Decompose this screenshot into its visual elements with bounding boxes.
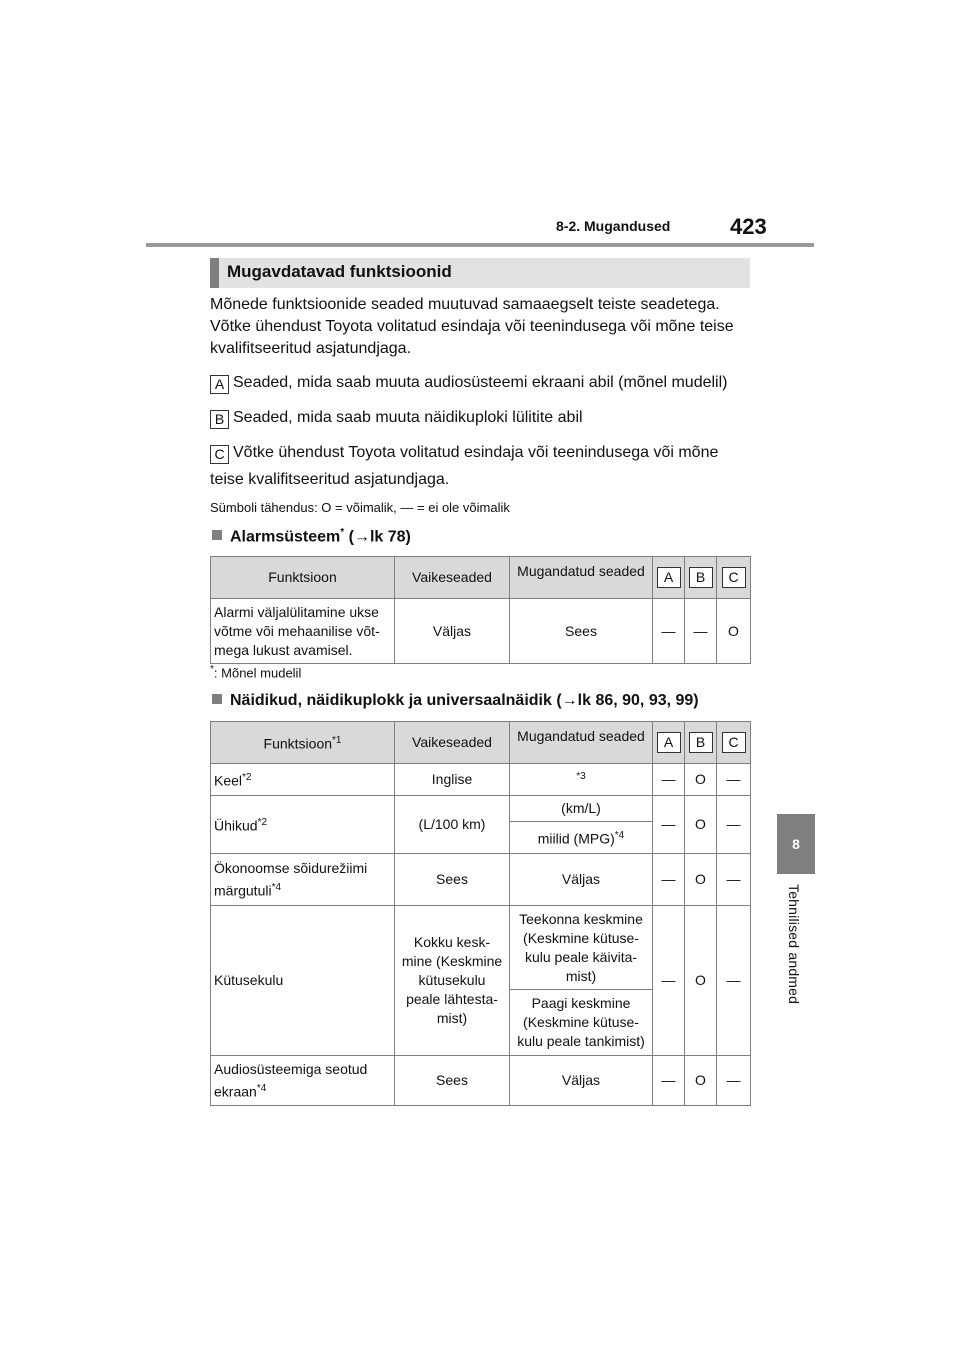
cell-line: kulu peale tankimist) [517,1033,645,1049]
keel-custom [510,764,653,796]
intro-line: kvalifitseeritud asjatundjaga. [210,340,412,357]
kutusekulu-custom1 [510,906,653,990]
chapter-label: Tehnilised andmed [786,884,802,1005]
table-row [211,599,751,664]
cell-line: mega lukust avamisel. [214,641,353,658]
cell-line: mist) [436,1010,468,1026]
legend-a [210,372,770,394]
legend-c-continued: teise kvalifitseeritud asjatundjaga. [210,471,450,488]
table-row [211,906,751,990]
audio-default: Sees [395,1056,510,1106]
uhikud-custom1: (km/L) [510,796,653,822]
okonoomse-c: — [717,854,751,906]
section-title: Mugavdatavad funktsioonid [210,258,750,288]
audio-a: — [653,1056,685,1106]
table-header-row [211,722,751,764]
uhikud-function [211,796,395,854]
cell-line: kulu peale käivita- [524,948,638,965]
legend-b-text: Seaded, mida saab muuta näidikuploki lülitite abil [233,409,583,426]
keel-c: — [717,764,751,796]
alarm-c: O [717,599,751,664]
cell-sup: *2 [242,772,252,784]
alarm-a: — [653,599,685,664]
cell-line: kütusekulu [418,972,486,988]
cell-line [214,1079,392,1102]
okonoomse-default: Sees [395,854,510,906]
symbol-note: Sümboli tähendus: O = võimalik, — = ei ole võimalik [210,500,510,515]
okonoomse-b: O [685,854,717,906]
page-number: 423 [730,214,767,239]
alarm-footnote [210,664,301,680]
okonoomse-custom: Väljas [510,854,653,906]
alarm-function [211,599,395,664]
table-header-row [211,557,751,599]
cell-line: Teekonna keskmine [519,910,643,927]
okonoomse-function [211,854,395,906]
table-row [211,854,751,906]
audio-function [211,1056,395,1106]
audio-c: — [717,1056,751,1106]
kutusekulu-default [395,906,510,1056]
header-default: Vaikeseaded [395,557,510,599]
uhikud-b: O [685,796,717,854]
alarm-title-sup: * [340,527,345,538]
uhikud-custom2 [510,822,653,854]
cell-line: (Keskmine kütuse- [523,929,639,946]
cell-text: miilid (MPG) [537,830,615,847]
header-a-box: A [657,567,681,588]
cell-sup: *4 [256,1082,267,1094]
gauges-table [210,721,751,1106]
table-row [211,796,751,822]
cell-line: mine (Keskmine [401,953,503,969]
header-function [211,722,395,764]
kutusekulu-c: — [717,906,751,1056]
cell-text: ekraan [214,1083,257,1100]
header-function: Funktsioon [211,557,395,599]
header-custom: Mugandatud seaded [510,557,653,599]
header-function-label: Funktsioon [263,735,333,752]
cell-sup: *4 [271,881,282,893]
gauges-title: Näidikud, näidikuplokk ja universaalnäidik (→lk 86, 90, 93, 99) [230,692,699,709]
legend-a-box: A [210,375,229,394]
uhikud-a: — [653,796,685,854]
legend-c-box: C [210,445,229,464]
cell-sup: *2 [257,817,268,829]
kutusekulu-function: Kütusekulu [211,906,395,1056]
cell-line: Audiosüsteemiga seotud [214,1060,368,1077]
header-default: Vaikeseaded [395,722,510,764]
cell-text: Keel [214,772,243,789]
alarm-custom: Sees [510,599,653,664]
cell-line: (Keskmine kütuse- [523,1014,639,1030]
header-c-box: C [722,567,746,588]
cell-line: Ökonoomse sõidurežiimi [214,859,368,876]
alarm-b: — [685,599,717,664]
keel-b: O [685,764,717,796]
bullet-square-icon [212,530,222,540]
audio-b: O [685,1056,717,1106]
header-c-box: C [722,732,746,753]
cell-text: märgutuli [214,882,272,899]
keel-default: Inglise [395,764,510,796]
keel-a: — [653,764,685,796]
alarm-title: Alarmsüsteem [230,528,341,546]
footnote-text: : Mõnel mudelil [213,665,302,681]
table-row [211,1056,751,1106]
intro-line: Mõnede funktsioonide seaded muutuvad samaaegselt teiste seadetega. [210,296,720,313]
alarm-heading [212,527,411,546]
chapter-tab: 8 [777,814,815,874]
kutusekulu-b: O [685,906,717,1056]
cell-line: mist) [565,967,597,984]
header-b-box: B [689,567,713,588]
cell-line: Alarmi väljalülitamine ukse [214,603,379,620]
header-b-box: B [689,732,713,753]
legend-a-text: Seaded, mida saab muuta audiosüsteemi ekraani abil (mõnel mudelil) [233,374,728,391]
legend-c [210,442,770,464]
section-breadcrumb: 8-2. Mugandused [556,218,671,234]
header-function-sup: *1 [332,735,342,747]
cell-text: Ühikud [214,817,258,834]
legend-b-box: B [210,410,229,429]
header-divider [146,243,814,247]
audio-custom: Väljas [510,1056,653,1106]
uhikud-c: — [717,796,751,854]
bullet-square-icon [212,694,222,704]
intro-line: Võtke ühendust Toyota volitatud esindaja või teenindusega või mõne teise [210,318,734,335]
header-custom: Mugandatud seaded [510,722,653,764]
header-a-box: A [657,732,681,753]
intro-paragraph [210,294,770,360]
gauges-heading [212,692,699,710]
table-row [211,764,751,796]
cell-sup: *4 [614,830,625,842]
footnote-mark: * [210,664,214,675]
uhikud-default: (L/100 km) [395,796,510,854]
alarm-title-ref: (→lk 78) [344,528,411,546]
cell-line: Kokku kesk- [413,934,491,950]
cell-sup: *3 [576,771,586,782]
alarm-default: Väljas [395,599,510,664]
kutusekulu-custom2 [510,990,653,1056]
cell-line: peale lähtesta- [406,991,498,1007]
legend-c-text: Võtke ühendust Toyota volitatud esindaja või teenindusega või mõne [233,444,719,461]
cell-line: Paagi keskmine [531,995,631,1011]
cell-line: võtme või mehaanilise võt- [214,622,380,639]
okonoomse-a: — [653,854,685,906]
alarm-table [210,556,751,664]
kutusekulu-a: — [653,906,685,1056]
keel-function [211,764,395,796]
legend-b [210,407,770,429]
cell-line [214,878,392,901]
